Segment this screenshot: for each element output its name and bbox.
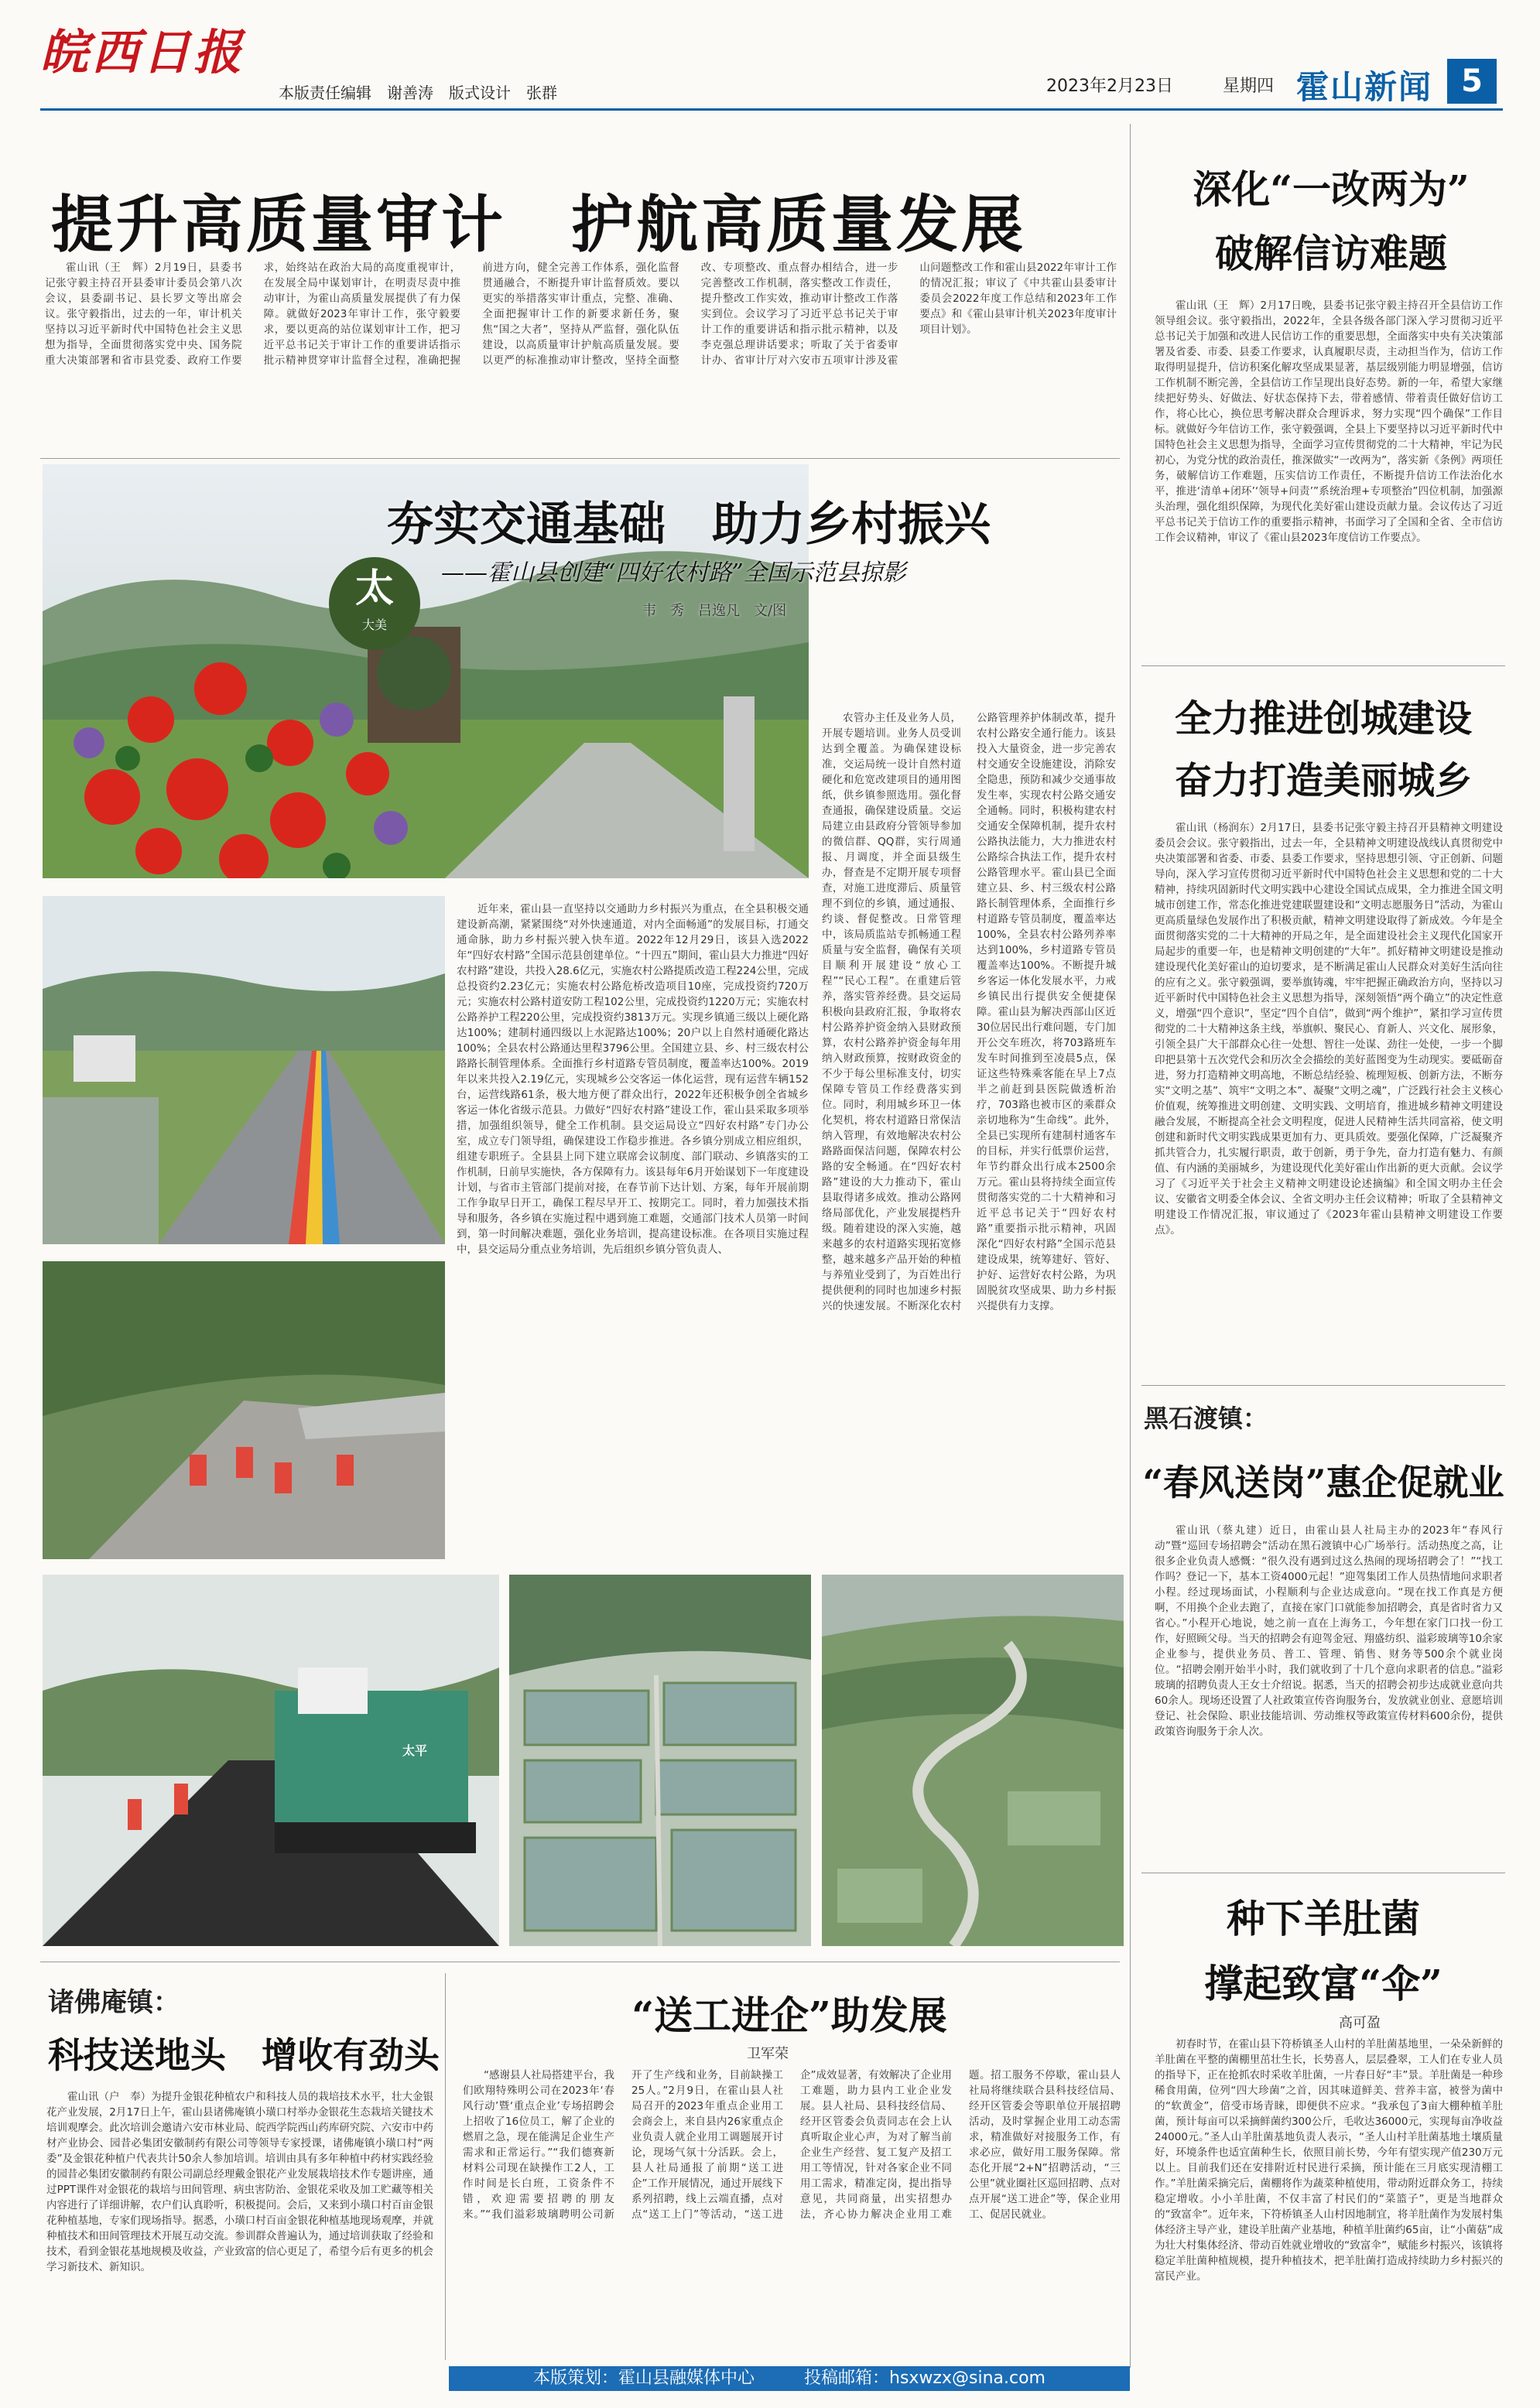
mushroom-headline-1: 种下羊肚菌 xyxy=(1227,1896,1420,1941)
page-number: 5 xyxy=(1447,59,1497,104)
sendwork-headline: “送工进企”助发展 xyxy=(631,1992,947,2038)
petition-headline-1: 深化“一改两为” xyxy=(1193,166,1470,212)
column-divider xyxy=(445,1973,446,2360)
petition-headline-2: 破解信访难题 xyxy=(1215,231,1447,276)
header-rule xyxy=(40,108,1503,111)
transport-subtitle: ——霍山县创建“四好农村路”全国示范县掠影 xyxy=(441,559,906,587)
photo-road-workers xyxy=(43,1261,445,1559)
mushroom-headline-2: 撑起致富“伞” xyxy=(1204,1961,1442,2006)
editors-line: 本版责任编辑 谢善涛 版式设计 张群 xyxy=(279,84,557,102)
tech-headline: 科技送地头 增收有劲头 xyxy=(48,2034,440,2076)
tech-kicker: 诸佛庵镇： xyxy=(48,1987,180,2018)
audit-headline: 提升高质量审计 护航高质量发展 xyxy=(51,188,1026,261)
signboard-text: 太 xyxy=(355,565,394,611)
footer-bar xyxy=(449,2366,1130,2391)
civilized-headline-1: 全力推进创城建设 xyxy=(1174,697,1472,741)
divider xyxy=(1141,665,1505,666)
jobs-body: 霍山讯（蔡丸建）近日，由霍山县人社局主办的2023年“春风行动”暨“巡回专场招聘会”活动在黑石渡镇中心广场举行。活动热度之高，让很多企业负责人感慨：“很久没有遇到过这么热闹的现场招聘会了！”“找工作吗？登记一下，基本工资4000元起！”迎驾集团工作人员热情地问求职者小程。经过现场面试，小程顺利与企业达成意向。“现在找工作真是方便啊，不用换个企业去跑了，直接在家门口就能参加招聘会，真是省时省力又省心。”小程开心地说，她之前一直在上海务工，今年想在家门口找一份工作，好照顾父母。当天的招聘会有迎驾金冠、翔盛纺织、溢彩玻璃等10余家企业参与，提供业务员、普工、管理、销售、财务等500余个就业岗位。“招聘会刚开始半小时，我们就收到了十几个意向求职者的信息。”溢彩玻璃的招聘负责人王女士介绍说。据悉，当天的招聘会初步达成就业意向共60余人。现场还设置了人社政策宣传咨询服务台，发放就业创业、意愿培训登记、社会保险、职业技能培训、劳动维权等政策宣传材料600余份，提供政策咨询服务于余人次。 xyxy=(1155,1524,1503,1738)
photo-rice-fields xyxy=(509,1575,811,1946)
audit-body: 霍山讯（王 辉）2月19日，县委书记张守毅主持召开县委审计委员会第八次会议，县委副书记、县长罗文等出席会议。张守毅指出，过去的一年，审计机关坚持以习近平新时代中国特色社会主义思想为指导，全面贯彻落实党中央、国务院重大决策部署和省市县党委、政府工作要求，始终站在政治大局的高度重视审计，在发展全局中谋划审计，在明责尽责中推动审计，为霍山高质量发展提供了有力保障。就做好2023年审计工作，张守毅要求，要以更高的站位谋划审计工作，把习近平总书记关于审计工作的重要讲话指示批示精神贯穿审计监督全过程，准确把握前进方向，健全完善工作体系，强化监督贯通融合，不断提升审计监督质效。要以更实的举措落实审计重点，完整、准确、全面把握审计工作的新要求新任务，聚焦“国之大者”，坚持从严监督，强化队伍建设，以高质量审计护航高质量发展。要以更严的标准推动审计整改，坚持全面整改、专项整改、重点督办相结合，进一步完善整改工作机制，落实整改工作责任，提升整改工作实效，推动审计整改工作落实到位。会议学习了习近平总书记关于审计工作的重要讲话和指示批示精神，以及李克强总理讲话要求；听取了关于省委审计办、省审计厅对六安市五项审计涉及霍山问题整改工作和霍山县2022年审计工作的情况汇报；审议了《中共霍山县委审计委员会2022年度工作总结和2023年工作要点》和《霍山县审计机关2023年度审计项目计划》。 xyxy=(45,262,1117,367)
divider xyxy=(1141,1385,1505,1386)
section-name: 霍山新闻 xyxy=(1296,68,1433,106)
jobs-kicker: 黑石渡镇： xyxy=(1144,1404,1268,1433)
photo-winding-road xyxy=(822,1575,1124,1946)
signboard xyxy=(329,557,420,650)
footer-planning: 本版策划：霍山县融媒体中心 xyxy=(533,2369,755,2388)
transport-headline: 夯实交通基础 助力乡村振兴 xyxy=(387,498,991,552)
photo-road-rainbow xyxy=(43,896,445,1244)
footer-email: 投稿邮箱：hsxwzx@sina.com xyxy=(804,2369,1045,2388)
civilized-headline-2: 奋力打造美丽城乡 xyxy=(1174,759,1472,802)
mushroom-body: 初春时节，在霍山县下符桥镇圣人山村的羊肚菌基地里，一朵朵新鲜的羊肚菌在平整的菌棚里茁壮生长，长势喜人，层层叠翠，工人们在专业人员的指导下，正在抢抓农时采收羊肚菌，一片春日好“丰”景。羊肚菌是一种珍稀食用菌，位列“四大珍菌”之首，因其味道鲜美、营养丰富，被誉为菌中的“软黄金”，倍受市场青睐，即便供不应求。“我承包了3亩大棚种植羊肚菌，预计每亩可以采摘鲜菌约300公斤，毛收达36000元，实现每亩净收益24000元。”圣人山羊肚菌基地负责人表示，“圣人山村羊肚菌基地土壤质量好，环境条件也适宜菌种生长，依照目前长势，今年有望实现产值230万元以上。目前我们还在安排附近村民进行采摘，预计能在三月底实现清棚工作。”羊肚菌采摘完后，菌棚将作为蔬菜种植使用，带动附近群众务工，持续稳定增收。小小羊肚菌，不仅丰富了村民们的“菜篮子”，更是当地群众的“致富伞”。近年来，下符桥镇圣人山村因地制宜，将羊肚菌作为发展村集体经济主导产业，建设羊肚菌产业基地，种植羊肚菌约65亩，让“小菌菇”成为壮大村集体经济、带动百姓就业增收的“致富伞”，赋能乡村振兴，该镇将稳定羊肚菌种植规模，提升种植技术，把羊肚菌打造成持续助力乡村振兴的富民产业。 xyxy=(1155,2038,1503,2283)
column-divider xyxy=(1130,124,1131,2368)
paving-machine-text: 太平 xyxy=(402,1743,428,1758)
issue-weekday: 星期四 xyxy=(1223,77,1275,96)
sendwork-byline: 卫军荣 xyxy=(747,2046,789,2062)
sendwork-body: “感谢县人社局搭建平台，我们欧翔特殊明公司在2023年‘春风行动’暨‘重点企业’专场招聘会上招收了16位员工，解了企业的燃眉之急，现在能满足企业生产需求和正常运行。”“我们德赛新材料公司现在缺操作工2人，工作时间是长白班，工资条件不错，欢迎需要招聘的朋友来。”“我们溢彩玻璃聘明公司新开了生产线和业务，目前缺操工25人。”2月9日，在霍山县人社局召开的2023年重点企业用工会商会上，来自县内26家重点企业负责人就企业用工调题展开讨论，现场气氛十分活跃。会上，县人社局通报了前期“送工进企”工作开展情况，通过开展线下系列招聘，线上云端直播，点对点“送工上门”等活动，“送工进企”成效显著，有效解决了企业用工难题，助力县内工业企业发展。县人社局、县科技经信局、经开区管委会负责同志在会上认真听取企业心声，为对了解当前企业生产经营、复工复产及招工用工等情况，针对各家企业不同用工需求，精准定岗，提出指导意见，共同商量，出实招想办法，齐心协力解决企业用工难题。招工服务不停歇，霍山县人社局将继续联合县科技经信局、经开区管委会等职单位开展招聘活动，及时掌握企业用工动态需求，精准做好对接服务工作，有求必应，做好用工服务保障。常态化开展“2+N”招聘活动，“三公里”就业圈社区巡回招聘、点对点开展“送工进企”等，保企业用工、促居民就业。 xyxy=(463,2069,1121,2221)
photo-paving-machine xyxy=(43,1575,499,1946)
mushroom-byline: 高可盈 xyxy=(1339,2015,1381,2031)
masthead: 皖西日报 xyxy=(40,24,245,80)
petition-body: 霍山讯（王 辉）2月17日晚，县委书记张守毅主持召开全县信访工作领导组会议。张守毅指出，2022年，全县各级各部门深入学习贯彻习近平总书记关于加强和改进人民信访工作的重要思想，全面落实中央有关决策部署及省委、市委、县委工作要求，认真履职尽责，主动担当作为，信访工作取得明显提升，信访积案化解攻坚成果显著，基层级别能力明显增强，信访工作机制不断完善，全县信访工作呈现出良好态势。新的一年，希望大家继续把好势头、好做法、好状态保持下去，带着感情、带着责任做好信访工作，将心比心，换位思考解决群众合理诉求，努力实现“四个确保”工作目标。就做好今年信访工作，张守毅强调，全县上下要坚持以习近平新时代中国特色社会主义思想为指导，全面学习宣传贯彻党的二十大精神，牢记为民初心，为党分忧的政治责任，推深做实“一改两为”，落实新《条例》两项任务，破解信访工作难题，压实信访工作责任，不断提升信访工作法治化水平，推进‘清单+闭环’‘领导+问责’”系统治理+专项整治”四位机制，加强源头治理，强化组织保障，为现代化美好霍山建设贡献力量。会议传达了习近平总书记关于信访工作的重要指示精神，书面学习了全国和全省、全市信访工作会议精神，审议了《霍山县2023年度信访工作要点》。 xyxy=(1155,299,1503,544)
issue-date: 2023年2月23日 xyxy=(1046,77,1173,96)
divider xyxy=(40,458,1120,459)
transport-body-1: 近年来，霍山县一直坚持以交通助力乡村振兴为重点，在全县积极交通建设新高潮，紧紧围绕“对外快速通道，对内全面畅通”的发展目标，打通交通命脉，助力乡村振兴驶入快车道。2022年12月29日，该县入选2022年“四好农村路”全国示范县创建单位。“十四五”期间，霍山县大力推进“四好农村路”建设，共投入28.6亿元，实施农村公路提质改造工程224公里，完成总投资约2.23亿元；实施农村公路危桥改造项目10座，完成投资约720万元；实施农村公路村道安防工程102公里，完成投资约1220万元；实施农村公路养护工程220公里，完成投资约3813万元。实现乡镇通三级以上硬化路达100%；建制村通四级以上水泥路达100%；20户以上自然村通硬化路达100%；全县农村公路通达里程3796公里。全国建立县、乡、村三级农村公路路长制管理体系。全面推行乡村道路专管员制度，覆盖率达100%。2019年以来共投入2.19亿元，实现城乡公交客运一体化运营，现有运营车辆152台，运营线路61条，极大地方便了群众出行，2022年还积极争创全省城乡客运一体化省级示范县。力做好“四好农村路”建设工作，霍山县采取多项举措，加强组织领导，健全工作机制。县交运局设立“四好农村路”专门办公室，成立专门领导组，确保建设工作稳步推进。各乡镇分别成立相应组织，组建专职班子。全县县上同下建立联席会议制度、部门联动、乡镇落实的工作机制，日前早实施快，各方保障有力。该县每年6月开始谋划下一年度建设计划，与省市主管部门提前对接，在春节前下达计划、方案，每年开展前期工作争取早日开工，确保工程尽早开工、按期完工。同时，着力加强技术指导和服务，各乡镇在实施过程中遇到施工难题，交通部门技术人员第一时间到，第一时间解决难题，强化业务培训，提高建设标准。在各项目实施过程中，县交运局分重点业务培训，先后组织乡镇分管负责人、 xyxy=(457,903,809,1256)
tech-body: 霍山讯（户 奉）为提升金银花种植农户和科技人员的栽培技术水平，壮大金银花产业发展，2月17日上午，霍山县诸佛庵镇小璜口村举办金银花生态栽培关键技术培训观摩会。此次培训会邀请六安市林业局、皖西学院西山药库研究院、六安市中药材产业协会、园昔必集团安徽制药有限公司等领导专家授课，诸佛庵镇小璜口村“两委”及金银花种植户代表共计50余人参加培训。培训由具有多年种植中药材实践经验的园昔必集团安徽制药有限公司副总经理戴金银花产业发展栽培技术作专题讲座，通过PPT课件对金银花的栽培与田间管理、病虫害防治、金银花采收及加工贮藏等相关内容进行了详细讲解，农户们认真聆听，积极提问。会后，又来到小璜口村百亩金银花种植基地，专家们现场指导。据悉，小璜口村百亩金银花种植基地现场观摩，并就种植技术和田间管理技术开展互动交流。参训群众普遍认为，通过培训获取了经验和技术，看到金银花基地规模及收益，产业致富的信心更足了，希望今后有更多的机会学习新技术、新知识。 xyxy=(46,2091,433,2273)
signboard-sub: 大美 xyxy=(361,617,387,632)
transport-byline: 韦 秀 吕逸凡 文/图 xyxy=(642,603,787,619)
civilized-body: 霍山讯（杨润东）2月17日，县委书记张守毅主持召开县精神文明建设委员会会议。张守毅指出，过去一年，全县精神文明建设战线认真贯彻党中央决策部署和省委、市委、县委工作要求，坚持思想引领、守正创新、问题导向，深入学习宣传贯彻习近平新时代中国特色社会主义思想和党的二十大精神，持续巩固新时代文明实践中心建设全国试点成果，全力推进全国文明城市创建工作，常态化推进党建联盟建设和“文明志愿服务日”活动，为霍山更高质量绿色发展作出了积极贡献，精神文明建设取得了新成效。今年是全面贯彻落实党的二十大精神的开局之年，是全面建设社会主义现代化国家开局起步的重要一年，也是精神文明创建的“大年”。抓好精神文明建设是推动建设现代化美好霍山的迫切要求，是不断满足霍山人民群众对美好生活向往的应有之义。张守毅强调，要举旗铸魂，牢牢把握正确政治方向，坚持以习近平新时代中国特色社会主义思想为指导，深刻领悟“两个确立”的决定性意义，增强“四个意识”，坚定“四个自信”，做到“两个维护”，紧扣学习宣传贯彻党的二十大精神这条主线，举旗帜、聚民心、育新人、兴文化、展形象，引领全县广大干部群众心往一处想、智往一处谋、劲往一处使，一步一个脚印把县第十五次党代会和历次全会描绘的美好蓝图变为生动现实。要砥砺奋进，努力打造精神文明高地，不断总结经验、梳理短板、创新方法，不断夯实“文明之基”、筑牢“文明之本”、凝聚“文明之魂”，广泛践行社会主义核心价值观，统筹推进文明创建、文明实践、文明培育，推进城乡精神文明建设融合发展，不断提高全社会文明程度，促进人民精神生活共同富裕，使文明创建和新时代文明实践成果更加有力、更具质效。要强化保障，广泛凝聚齐抓共管合力，扎实履行职责，敢于创新，勇于争先，奋力打造有魅力、有颜值、有内涵的美丽城乡，为建设现代化美好霍山作出新的更大贡献。会议学习了《习近平关于社会主义精神文明建设论述摘编》和全国文明办主任会议、安徽省文明委全体会议、全省文明办主任会议精神；听取了全县精神文明建设工作情况汇报，审议通过了《2023年霍山县精神文明建设工作要点》。 xyxy=(1155,822,1503,1236)
jobs-headline: “春风送岗”惠企促就业 xyxy=(1142,1462,1504,1503)
transport-body-2: 农管办主任及业务人员，开展专题培训。业务人员受训达到全覆盖。为确保建设标准，交运局统一设计自然村道硬化和危宽改建项目的通用图纸，供乡镇参照选用。强化督查通报，确保建设质量。交运局建立由县政府分管领导参加的微信群、QQ群，实行周通报、月调度，并全面县级生办，督查是不定期开展专项督查，对施工进度滞后、质量管理不到位的乡镇，通过通报、约谈、督促整改。日常管理中，该局质监站专抓畅通工程质量与安全监督，确保有关项目顺利开展建设“放心工程”“民心工程”。在重建后管养，落实管养经费。县交运局积极向县政府汇报，争取将农村公路养护资金纳入县财政预算，农村公路养护资金每年用纳入财政预算，按财政资金的不少于每公里标准支付，切实保障专管员工作经费落实到位。同时，利用城乡环卫一体化契机，将农村道路日常保洁纳入管理，有效地解决农村公路路面保洁问题，保障农村公路的安全畅通。在“四好农村路”建设的大力推动下，霍山县取得诸多成效。推动公路网络局部优化，产业发展提档升级。随着建设的深入实施，越来越多的农村道路实现拓宽修整，越来越多产品开始的种植与养殖业受到了，为百姓出行提供便利的同时也加速乡村振兴的快速发展。不断深化农村公路管理养护体制改革，提升农村公路安全通行能力。该县投入大量资金，进一步完善农村交通安全设施建设，消除安全隐患，预防和减少交通事故发生率，实现农村公路交通安全通畅。同时，积极构建农村交通安全保障机制，提升农村公路执法能力，大力推进农村公路综合执法工作，提升农村公路管理水平。霍山县已全面建立县、乡、村三级农村公路路长制管理体系，全面推行乡村道路专管员制度，覆盖率达100%，全县农村公路列养率达到100%，乡村道路专管员覆盖率达100%。不断提升城乡客运一体化发展水平，力戒乡镇民出行提供安全便捷保障。霍山县为解决西部山区近30位居民出行难问题，专门加开公交车班次，将703路班车发车时间推到至凌晨5点，保证这些特殊乘客能在早上7点半之前赶到县医院做透析治疗，703路也被市区的乘群众亲切地称为“生命线”。此外，全县已实现所有建制村通客车的目标，并实行低票价运营，年节约群众出行成本2500余万元。霍山县将持续全面宣传贯彻落实党的二十大精神和习近平总书记关于“四好农村路”重要指示批示精神，巩固深化“四好农村路”全国示范县建设成果，统筹建好、管好、护好、运营好农村公路，为巩固脱贫攻坚成果、助力乡村振兴提供有力支撑。 xyxy=(822,712,1116,1312)
